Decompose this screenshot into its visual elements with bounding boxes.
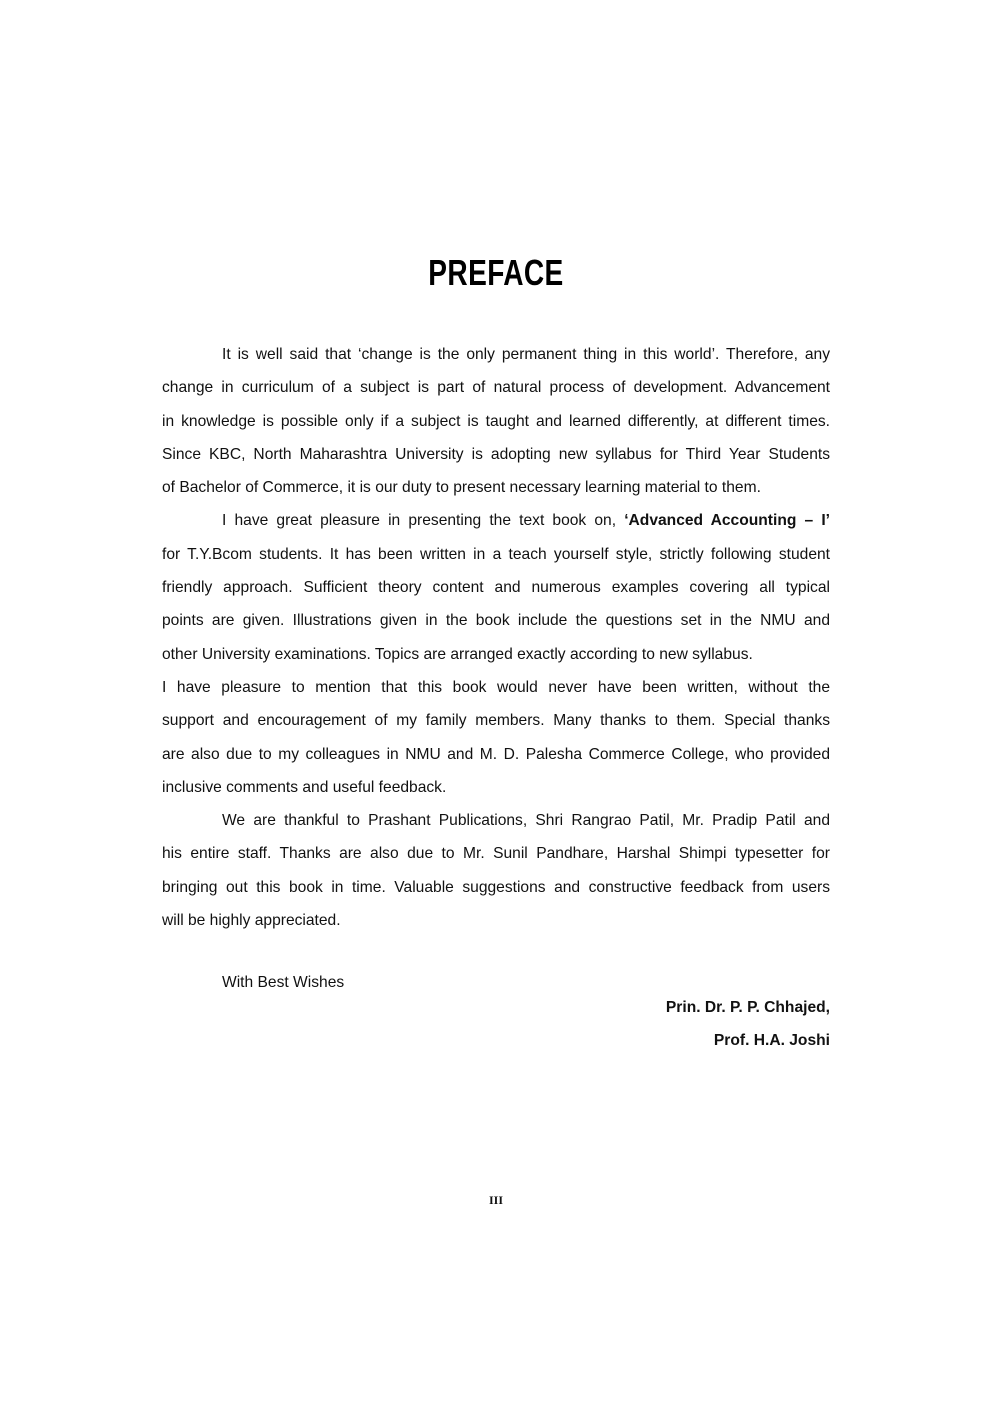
text-line: I have pleasure to mention that this book would never have been written, without the	[162, 678, 830, 696]
text-line: of Bachelor of Commerce, it is our duty to present necessary learning material to them.	[162, 479, 761, 497]
paragraph-2	[162, 504, 830, 670]
text-line: bringing out this book in time. Valuable suggestions and constructive feedback from users	[162, 878, 830, 896]
text-line: in knowledge is possible only if a subject is taught and learned differently, at different times.	[162, 412, 830, 430]
text-line: are also due to my colleagues in NMU and M. D. Palesha Commerce College, who provided	[162, 745, 830, 763]
closing-salutation: With Best Wishes	[222, 974, 345, 991]
paragraph-4	[162, 804, 830, 937]
text-line: Since KBC, North Maharashtra University is adopting new syllabus for Third Year Students	[162, 445, 830, 463]
text-line: will be highly appreciated.	[162, 912, 341, 930]
page-number: III	[488, 1193, 503, 1207]
text-line: It is well said that ‘change is the only permanent thing in this world’. Therefore, any	[222, 346, 830, 363]
text-segment: I have great pleasure in presenting the text book on,	[222, 512, 625, 530]
signature-author-2: Prof. H.A. Joshi	[713, 1032, 830, 1049]
page-title: PREFACE	[428, 252, 564, 293]
text-line	[162, 504, 830, 537]
text-line: change in curriculum of a subject is part of natural process of development. Advancement	[162, 379, 830, 397]
text-line: for T.Y.Bcom students. It has been written in a teach yourself style, strictly following student	[162, 545, 830, 563]
text-line: his entire staff. Thanks are also due to Mr. Sunil Pandhare, Harshal Shimpi typesetter for	[162, 845, 830, 863]
book-title: ‘Advanced Accounting – I’	[624, 512, 831, 530]
text-line: points are given. Illustrations given in the book include the questions set in the NMU and	[162, 612, 830, 630]
text-line: inclusive comments and useful feedback.	[162, 778, 447, 796]
paragraph-3	[162, 671, 830, 804]
paragraph-1	[162, 338, 830, 504]
signature-author-1: Prin. Dr. P. P. Chhajed,	[665, 999, 830, 1016]
preface-body	[162, 338, 830, 937]
text-line: support and encouragement of my family members. Many thanks to them. Special thanks	[162, 712, 830, 730]
text-line: other University examinations. Topics are arranged exactly according to new syllabus.	[162, 645, 753, 663]
text-line: We are thankful to Prashant Publications, Shri Rangrao Patil, Mr. Pradip Patil and	[222, 812, 830, 830]
text-line: friendly approach. Sufficient theory content and numerous examples covering all typical	[162, 579, 830, 597]
